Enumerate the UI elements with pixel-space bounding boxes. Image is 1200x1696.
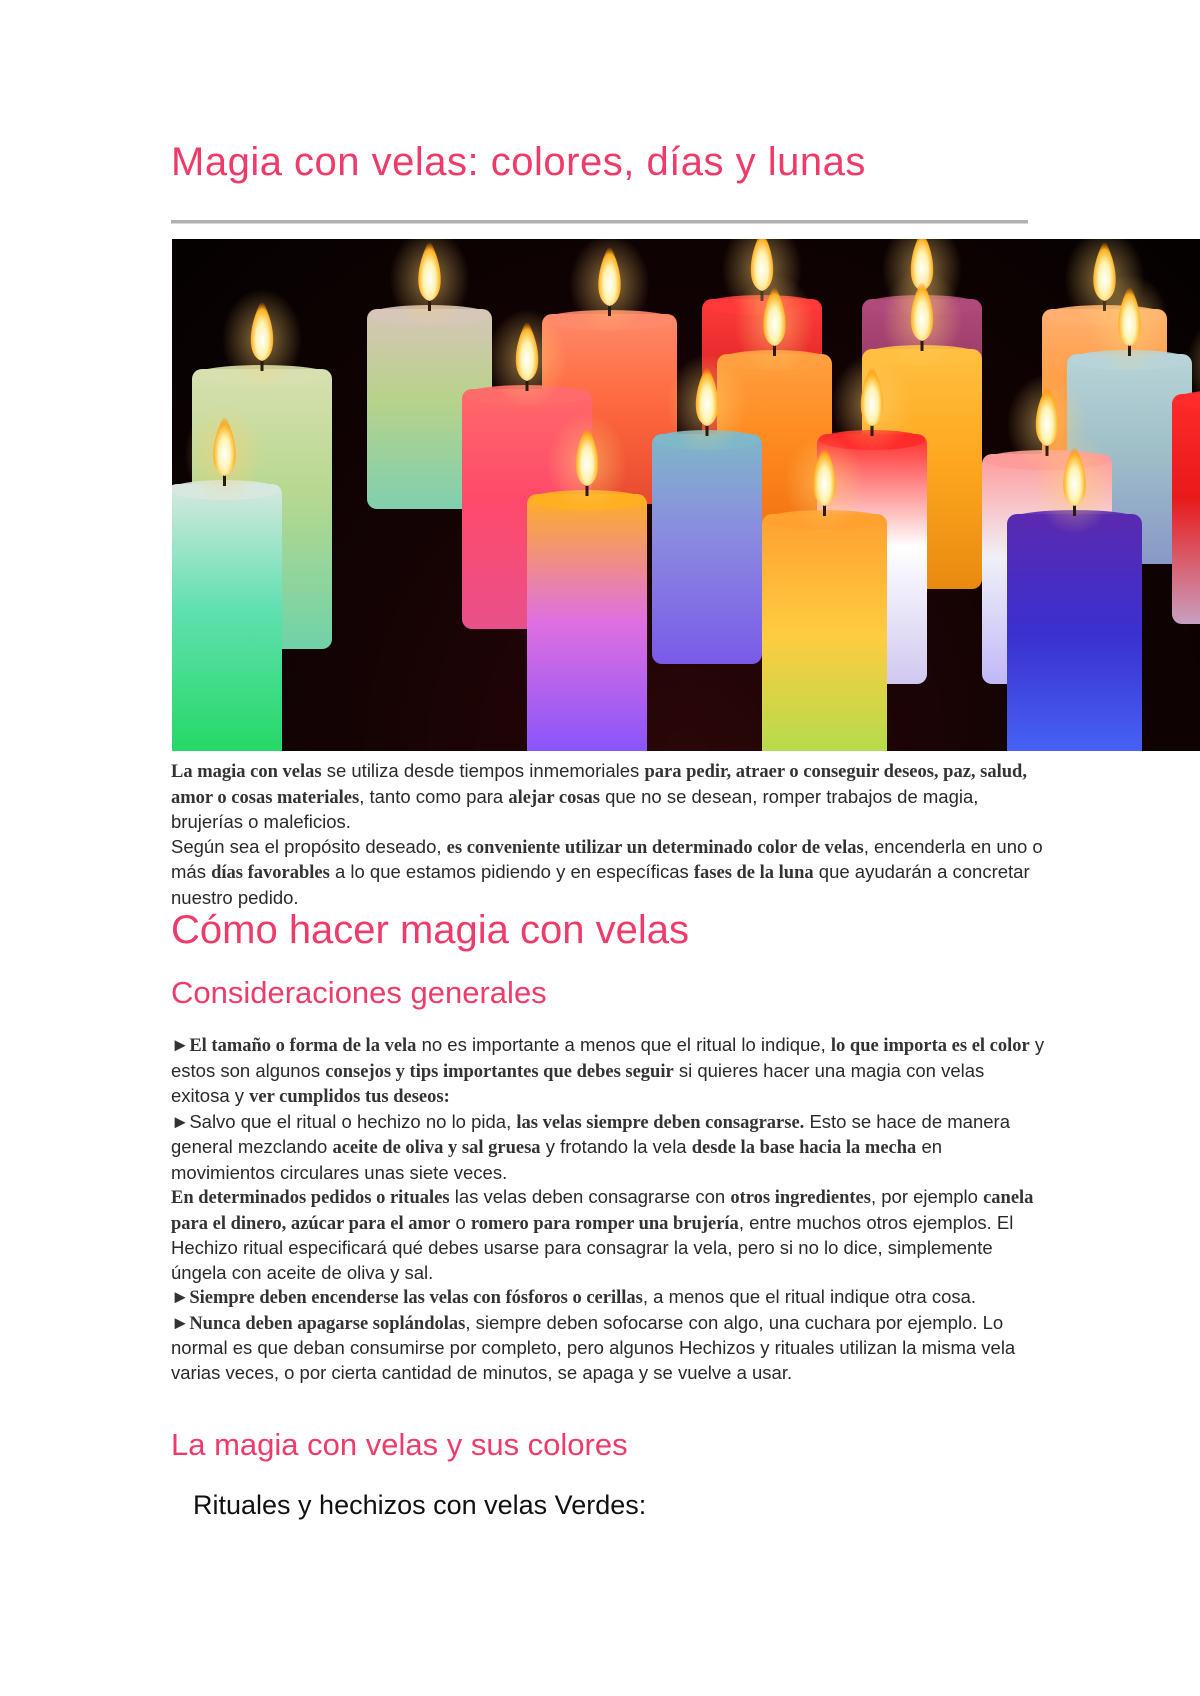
colorful-candles-photo xyxy=(172,239,1200,751)
bold-text: Nunca deben apagarse soplándolas xyxy=(189,1313,466,1334)
bullet-arrow-icon: ► xyxy=(171,1311,190,1333)
general-paragraph xyxy=(171,1185,1046,1285)
bullet-arrow-icon: ► xyxy=(171,1286,190,1307)
text-run: Esto se hace de manera general mezclando xyxy=(171,1110,1010,1157)
bold-text: En determinados pedidos o rituales xyxy=(171,1188,450,1208)
colors-heading: La magia con velas y sus colores xyxy=(171,1427,628,1462)
candle-body xyxy=(527,494,647,751)
bold-text: consejos y tips importantes que debes seguir xyxy=(325,1061,674,1082)
candle-body xyxy=(652,434,762,664)
candle-body xyxy=(1007,514,1142,751)
text-run: o xyxy=(450,1211,471,1233)
green-candles-heading: Rituales y hechizos con velas Verdes: xyxy=(193,1490,647,1520)
intro-paragraph xyxy=(171,759,1046,835)
bold-text: días favorables xyxy=(211,863,330,883)
title-divider xyxy=(171,220,1028,224)
bold-text: Siempre deben encenderse las velas con fósforos o cerillas xyxy=(189,1288,643,1308)
general-considerations-heading: Consideraciones generales xyxy=(171,975,547,1010)
text-run: las velas deben consagrarse con xyxy=(449,1186,731,1207)
text-run: , entre muchos otros ejemplos. El Hechizo ritual especificará qué debes usarse para consagrar la vela, pero si no lo dice, simplemente úngela con aceite de oliva y sal. xyxy=(171,1211,1014,1283)
text-run: y estos son algunos xyxy=(171,1034,1045,1081)
text-run: , tanto como para xyxy=(359,785,509,807)
bold-text: aceite de oliva y sal gruesa xyxy=(332,1138,541,1158)
text-run: en movimientos circulares unas siete veces. xyxy=(171,1136,943,1183)
text-run: , encenderla en uno o más xyxy=(171,835,1043,882)
bold-text: alejar cosas xyxy=(508,787,600,808)
candle-body xyxy=(1172,394,1200,624)
bold-text: ver cumplidos tus deseos: xyxy=(249,1087,450,1107)
candles-illustration xyxy=(172,239,1200,751)
text-run: y frotando la vela xyxy=(540,1136,692,1157)
text-run: , siempre deben sofocarse con algo, una cuchara por ejemplo. Lo normal es que deban consumirse por completo, pero algunos Hechizos y rituales utilizan la misma vela varias veces, o por cierta cantidad de minutos, se apaga y se vuelve a usar. xyxy=(171,1311,1016,1383)
bold-text: es conveniente utilizar un determinado color de velas xyxy=(446,837,864,858)
text-run: , a menos que el ritual indique otra cosa. xyxy=(642,1286,977,1307)
text-run: a lo que estamos pidiendo y en específicas xyxy=(329,861,694,882)
text-run: , por ejemplo xyxy=(870,1186,984,1207)
candle-body xyxy=(172,484,282,751)
bold-text: lo que importa es el color xyxy=(830,1036,1030,1056)
bold-text: las velas siempre deben consagrarse. xyxy=(516,1112,805,1133)
bold-text: fases de la luna xyxy=(693,863,814,883)
text-run: no es importante a menos que el ritual lo indique, xyxy=(416,1034,831,1055)
text-run: Según sea el propósito deseado, xyxy=(171,835,447,857)
text-run: se utiliza desde tiempos inmemoriales xyxy=(321,760,645,781)
bullet-arrow-icon: ► xyxy=(171,1034,190,1055)
text-run: Salvo que el ritual o hechizo no lo pida, xyxy=(189,1110,517,1132)
text-run: que no se desean, romper trabajos de magia, brujerías o maleficios. xyxy=(171,785,979,832)
general-considerations-text xyxy=(171,1033,1046,1385)
page-title: Magia con velas: colores, días y lunas xyxy=(171,140,866,184)
bold-text: El tamaño o forma de la vela xyxy=(189,1036,417,1056)
bold-text: para pedir, atraer o conseguir deseos, paz, salud, amor o cosas materiales xyxy=(171,762,1027,808)
intro-text xyxy=(171,759,1046,910)
general-paragraph xyxy=(171,1110,1046,1186)
candle-body xyxy=(762,514,887,751)
bullet-arrow-icon: ► xyxy=(171,1110,190,1132)
bold-text: romero para romper una brujería xyxy=(470,1213,739,1234)
bold-text: otros ingredientes xyxy=(730,1188,871,1208)
section-heading: Cómo hacer magia con velas xyxy=(171,908,690,952)
text-run: si quieres hacer una magia con velas exitosa y xyxy=(171,1059,985,1106)
general-paragraph xyxy=(171,1311,1046,1386)
bold-text: La magia con velas xyxy=(171,762,322,782)
bold-text: desde la base hacia la mecha xyxy=(691,1138,917,1158)
intro-paragraph xyxy=(171,835,1046,911)
general-paragraph xyxy=(171,1285,1046,1311)
bold-text: canela para el dinero, azúcar para el amor xyxy=(171,1188,1034,1234)
general-paragraph xyxy=(171,1033,1046,1110)
text-run: que ayudarán a concretar nuestro pedido. xyxy=(171,861,1030,908)
